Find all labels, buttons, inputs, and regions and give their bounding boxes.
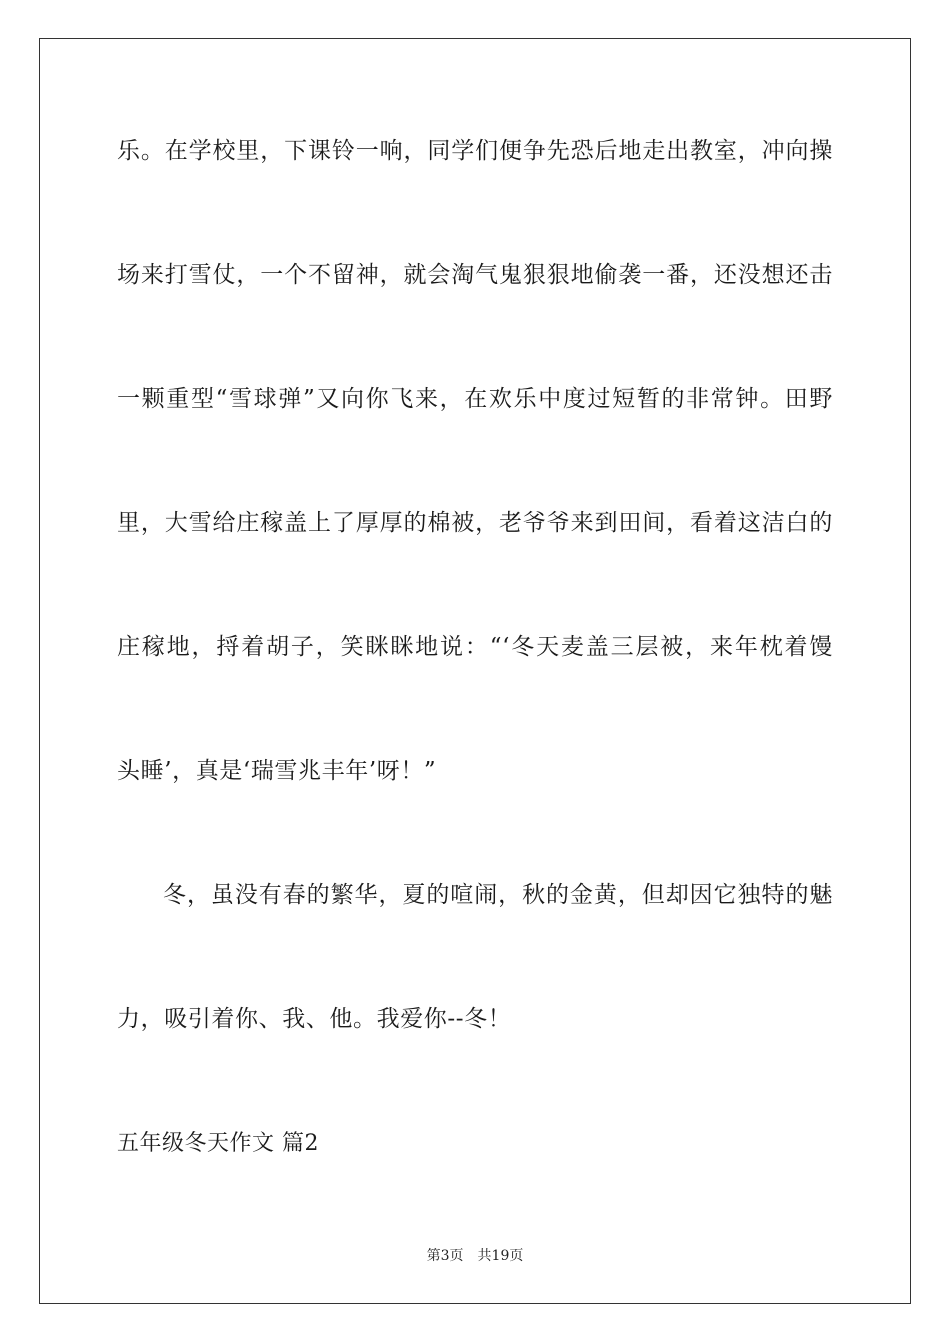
paragraph-line: 场来打雪仗，一个不留神，就会淘气鬼狠狠地偷袭一番，还没想还击 xyxy=(117,262,833,288)
paragraph-line: 里，大雪给庄稼盖上了厚厚的棉被，老爷爷来到田间，看着这洁白的 xyxy=(117,510,833,536)
paragraph-line: 头睡’，真是‘瑞雪兆丰年’呀！” xyxy=(117,758,437,784)
paragraph-line: 冬，虽没有春的繁华，夏的喧闹，秋的金黄，但却因它独特的魅 xyxy=(163,882,833,908)
paragraph-line: 力，吸引着你、我、他。我爱你--冬！ xyxy=(117,1006,512,1032)
paragraph-line: 庄稼地，捋着胡子，笑眯眯地说：“‘冬天麦盖三层被，来年枕着馒 xyxy=(117,634,833,660)
page-number: 第3页 xyxy=(426,1248,464,1264)
page-total: 共19页 xyxy=(477,1248,524,1264)
page-footer xyxy=(0,1246,950,1266)
paragraph-line: 乐。在学校里，下课铃一响，同学们便争先恐后地走出教室，冲向操 xyxy=(117,138,833,164)
section-heading: 五年级冬天作文 篇2 xyxy=(117,1131,319,1156)
page-frame xyxy=(39,38,911,1304)
paragraph-line: 一颗重型“雪球弹”又向你飞来，在欢乐中度过短暂的非常钟。田野 xyxy=(117,386,833,412)
